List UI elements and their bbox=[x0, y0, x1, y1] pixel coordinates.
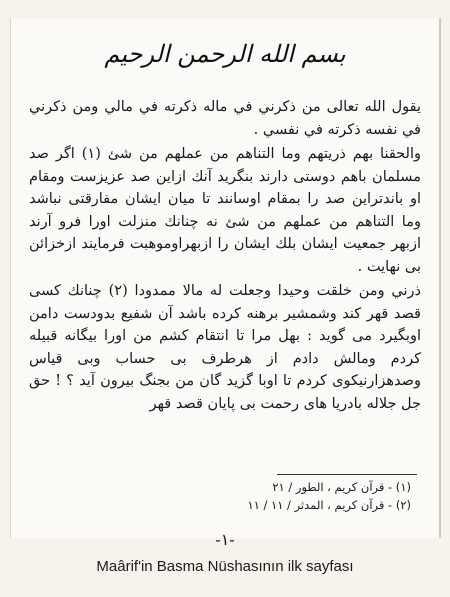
footnotes bbox=[248, 478, 412, 514]
image-caption: Maârif'in Basma Nüshasının ilk sayfası bbox=[96, 558, 354, 575]
footnote-2: (٢) - قرآن كريم ، المدثر / ١١ / ١١ bbox=[247, 498, 411, 512]
page-body bbox=[10, 18, 441, 538]
paragraph-1: يقول الله تعالى من ذكرني في ماله ذكرته في مالي ومن ذكرني في نفسه ذكرته في نفسي . bbox=[29, 99, 421, 138]
footnote-divider bbox=[277, 474, 417, 475]
footnote-1: (١) - قرآن كريم ، الطور / ٢١ bbox=[272, 480, 411, 494]
paragraph-3: ذرني ومن خلقت وحيدا وجعلت له مالا ممدودا (٢) چنانك کسی قصد قهر كند وشمشير برهنه كرده باشد آن شفيع بدودست دامن اوبگيرد می گويد : بهل مرا تا انتقام كشم من اورا بيگانه قبيله كردم ومالش دادم از هرطرف بی حساب وبی قياس وصدهزارنيكوی كردم تا اوبا گزيد گان من بجنگ بيرون آيد ؟ ! حق جل جلاله بادريا های رحمت بی پايان قصد قهر bbox=[29, 283, 421, 412]
paragraph-2: والحقنا بهم ذريتهم وما التناهم من عملهم من شئ (١) اگر صد مسلمان باهم دوستی دارند بنگريد آنك ازاين صد عزيزست ومقام او باندتراين صد را بمقام اوسانند تا ميان ايشان مفارقتی نباشد وما التناهم من عملهم من شئ نه چنانك منزلت اورا فرو آرند ازبهر جمعيت ايشان بلك ايشان را ازبهراوموهبت فرمايند ازخزائن بی نهايت . bbox=[29, 146, 421, 275]
basmala-heading: بسم الله الرحمن الرحيم bbox=[104, 40, 346, 68]
main-text bbox=[29, 96, 421, 417]
page-number: -١- bbox=[215, 530, 235, 549]
